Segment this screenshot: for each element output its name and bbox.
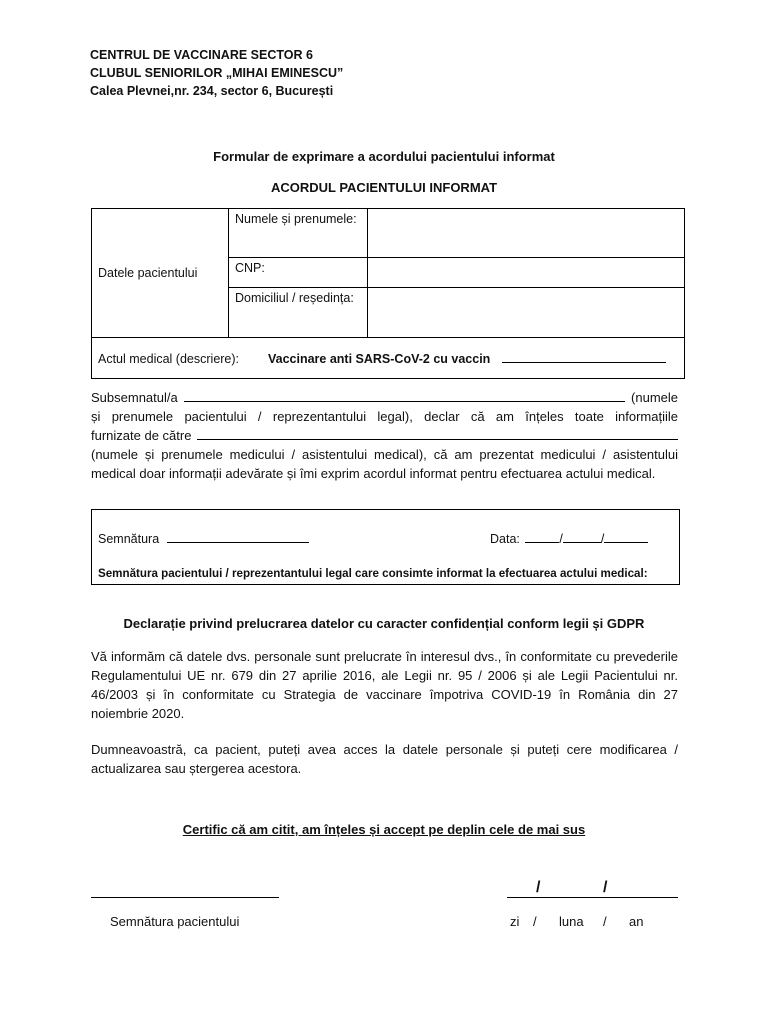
date-label: Data:: [490, 532, 520, 546]
patient-signature-line[interactable]: [91, 897, 279, 898]
footer-sep-2: /: [603, 914, 607, 929]
footer-year-label: an: [629, 914, 644, 929]
patient-data-table: [91, 208, 685, 379]
vaccine-blank[interactable]: [502, 351, 666, 363]
consent-numele: (numele: [631, 390, 678, 405]
name-field[interactable]: [368, 209, 685, 258]
patient-data-label: Datele pacientului: [92, 209, 229, 338]
form-title: Formular de exprimare a acordului pacientului informat: [213, 149, 555, 164]
date-month-blank[interactable]: [563, 531, 601, 543]
header-line-2: CLUBUL SENIORILOR „MIHAI EMINESCU”: [90, 66, 344, 80]
cnp-field[interactable]: [368, 258, 685, 288]
address-field[interactable]: [368, 288, 685, 338]
footer-month-label: luna: [559, 914, 584, 929]
consent-line-2: și prenumele pacientului / reprezentantului legal), declar că am înțeles toate informațiile: [91, 409, 678, 424]
signature-blank[interactable]: [167, 531, 309, 543]
form-subtitle: ACORDUL PACIENTULUI INFORMAT: [270, 180, 498, 195]
consent-subsemnatul: Subsemnatul/a: [91, 390, 178, 405]
footer-date-slash-2: /: [603, 879, 608, 896]
medical-act-value: Vaccinare anti SARS-CoV-2 cu vaccin: [267, 351, 491, 366]
medical-act-label: Actul medical (descriere):: [98, 351, 240, 366]
consent-paragraph: [91, 388, 678, 483]
patient-name-blank[interactable]: [184, 390, 625, 402]
signature-note: Semnătura pacientului / reprezentantului legal care consimte informat la efectuarea actului medical:: [98, 567, 648, 580]
gdpr-paragraph-1: Vă informăm că datele dvs. personale sunt prelucrate în interesul dvs., în conformitate cu prevederile Regulamentului UE nr. 679 din 27 aprilie 2016, ale Legii nr. 95 / 2006 și ale Legii Pacientului nr. 46/2003 și în conformitate cu Strategia de vaccinare împotriva COVID-19 în România din 27 noiembrie 2020.: [91, 649, 678, 721]
date-year-blank[interactable]: [604, 531, 648, 543]
footer-date-slash-1: /: [536, 879, 541, 896]
cnp-label: CNP:: [229, 258, 368, 288]
footer-signature-label: Semnătura pacientului: [110, 914, 240, 929]
medical-act-row: [92, 338, 685, 379]
doctor-name-blank[interactable]: [197, 428, 678, 440]
footer-date-line[interactable]: [507, 897, 678, 898]
signature-box: Semnătura Data: / / Semnătura pacientului / reprezentantului legal care consimte informat la efectuarea actului medical:: [91, 509, 680, 585]
header-line-1: CENTRUL DE VACCINARE SECTOR 6: [90, 48, 313, 62]
header-line-3: Calea Plevnei,nr. 234, sector 6, București: [90, 84, 334, 98]
consent-furnizate: furnizate de către: [91, 428, 192, 443]
name-label: Numele și prenumele:: [229, 209, 368, 258]
signature-label: Semnătura: [98, 532, 160, 546]
header-block: [90, 46, 343, 100]
certify-statement: Certific că am citit, am înțeles și accept pe deplin cele de mai sus: [182, 822, 586, 837]
date-day-blank[interactable]: [525, 531, 559, 543]
gdpr-paragraph-2: Dumneavoastră, ca pacient, puteți avea acces la datele personale și puteți cere modificarea / actualizarea sau ștergerea acestora.: [91, 742, 678, 776]
gdpr-title: Declarație privind prelucrarea datelor cu caracter confidențial conform legii și GDPR: [123, 616, 645, 631]
address-label: Domiciliul / reședința:: [229, 288, 368, 338]
footer-sep-1: /: [533, 914, 537, 929]
footer-day-label: zi: [510, 914, 520, 929]
consent-rest: (numele și prenumele medicului / asistentului medical), că am prezentat medicului / asistentului medical doar informații adevărate și îmi exprim acordul informat pentru efectuarea actului medical.: [91, 447, 678, 481]
